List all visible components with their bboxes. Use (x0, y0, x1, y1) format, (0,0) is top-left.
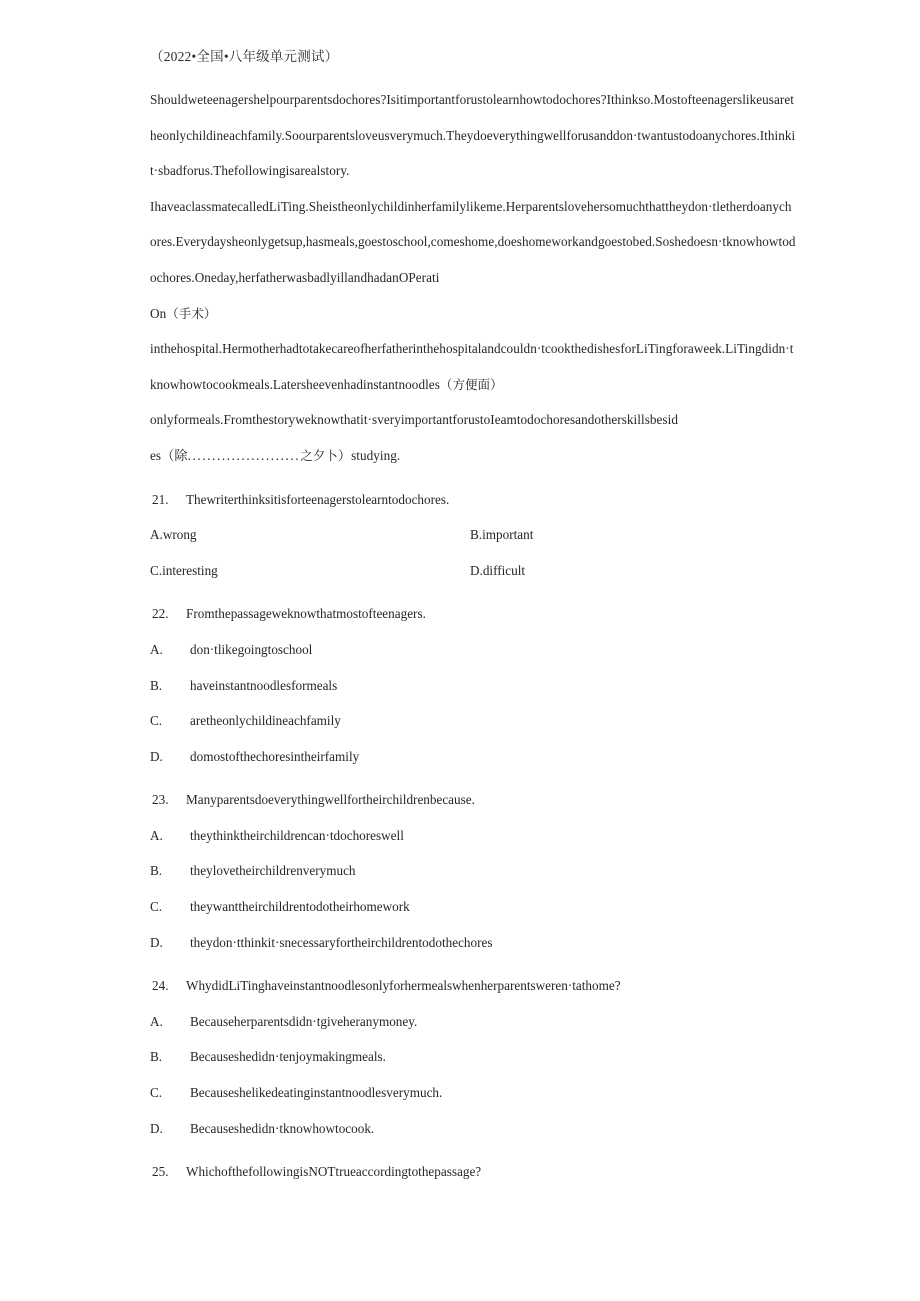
question-25-stem (150, 1154, 796, 1190)
question-21-stem (150, 482, 796, 518)
passage-operation-word: On (150, 305, 167, 321)
instant-noodles-chinese-gloss: （方便面） (439, 376, 503, 392)
question-23-option-c-letter: C. (150, 899, 163, 915)
question-21-option-a[interactable]: A.wrong (150, 527, 197, 543)
question-21-number: 21. (152, 491, 169, 507)
question-24-option-a-letter: A. (150, 1013, 163, 1029)
question-23-option-b-letter: B. (150, 863, 163, 879)
question-24-option-b-letter: B. (150, 1049, 163, 1065)
question-24-option-d-text: Becauseshedidn·tknowhowtocook. (190, 1120, 375, 1136)
question-24-option-a[interactable] (150, 1004, 796, 1040)
question-23-option-b[interactable] (150, 853, 796, 889)
question-23-option-d[interactable] (150, 925, 796, 961)
question-23-option-d-letter: D. (150, 934, 163, 950)
passage-paragraph-3 (150, 331, 796, 402)
question-24 (150, 968, 796, 1146)
question-22-option-d[interactable] (150, 739, 796, 775)
question-25-text: WhichofthefollowingisNOTtrueaccordingtothepassage? (186, 1164, 482, 1180)
question-22 (150, 596, 796, 774)
passage-paragraph-3-text: inthehospital.Hermotherhadtotakecareofherfatherinthehospitalandcouldn·tcookthedishesforLiTingforaweek.LiTingdidn·tknowhowtocookmeals.Latersheevenhadinstantnoodles (150, 341, 794, 392)
question-23 (150, 782, 796, 960)
question-21-option-row-1 (150, 517, 796, 553)
question-21 (150, 482, 796, 589)
question-22-option-a-letter: A. (150, 641, 163, 657)
question-22-option-c-letter: C. (150, 713, 163, 729)
question-24-option-b-text: Becauseshedidn·tenjoymakingmeals. (190, 1049, 386, 1065)
question-21-text: Thewriterthinksitisforteenagerstolearntodochores. (186, 491, 450, 507)
question-21-option-b[interactable]: B.important (470, 527, 534, 543)
question-24-text: WhydidLiTinghaveinstantnoodlesonlyforhermealswhenherparentsweren·tathome? (186, 978, 621, 994)
question-22-option-d-letter: D. (150, 748, 163, 764)
question-22-text: Fromthepassageweknowthatmostofteenagers. (186, 606, 426, 622)
question-22-options (150, 632, 796, 774)
question-21-option-c[interactable]: C.interesting (150, 562, 218, 578)
document-source-header: （2022•全国•八年级单元测试） (150, 49, 339, 64)
passage-operation-line (150, 296, 796, 332)
question-23-stem (150, 782, 796, 818)
reading-passage (150, 82, 796, 474)
question-23-option-d-text: theydon·tthinkit·snecessaryfortheirchildrentodothechores (190, 934, 493, 950)
question-24-options (150, 1004, 796, 1146)
question-22-number: 22. (152, 606, 169, 622)
question-25 (150, 1154, 796, 1190)
question-22-option-d-text: domostofthechoresintheirfamily (190, 748, 360, 764)
question-23-option-a-text: theythinktheirchildrencan·tdochoreswell (190, 827, 404, 843)
question-23-number: 23. (152, 792, 169, 808)
passage-paragraph-1: Shouldweteenagershelpourparentsdochores?Isitimportantforustolearnhowtodochores?Ithinkso.Mostofteenagerslikeusaretheonlychildineachfamily.Soourparentsloveusverymuch.Theydoeverythingwellforusanddon·twantustodoanychores.Ithinkit·sbadforus.Thefollowingisarealstory. (150, 92, 796, 179)
question-21-options (150, 517, 796, 588)
question-23-option-a[interactable] (150, 818, 796, 854)
question-24-number: 24. (152, 978, 169, 994)
question-22-option-a-text: don·tlikegoingtoschool (190, 641, 313, 657)
question-24-option-a-text: Becauseherparentsdidn·tgiveheranymoney. (190, 1013, 418, 1029)
question-25-number: 25. (152, 1164, 169, 1180)
question-23-option-c[interactable] (150, 889, 796, 925)
besides-suffix: ）studying. (337, 447, 401, 463)
question-24-option-c-text: Becauseshelikedeatinginstantnoodlesverymuch. (190, 1085, 443, 1101)
question-22-option-b-text: haveinstantnoodlesformeals (190, 677, 338, 693)
question-23-text: Manyparentsdoeverythingwellfortheirchildrenbecause. (186, 792, 475, 808)
question-22-option-c-text: aretheonlychildineachfamily (190, 713, 341, 729)
question-24-option-b[interactable] (150, 1039, 796, 1075)
document-content (150, 48, 796, 1190)
question-24-stem (150, 968, 796, 1004)
question-21-option-d[interactable]: D.difficult (470, 562, 526, 578)
question-22-option-b[interactable] (150, 668, 796, 704)
question-24-option-d-letter: D. (150, 1120, 163, 1136)
question-23-options (150, 818, 796, 960)
question-23-option-c-text: theywanttheirchildrentodotheirhomework (190, 899, 410, 915)
question-22-stem (150, 596, 796, 632)
question-24-option-c-letter: C. (150, 1085, 163, 1101)
besides-chinese-gloss: 之夕卜 (300, 447, 338, 463)
passage-paragraph-2: IhaveaclassmatecalledLiTing.Sheistheonlychildinherfamilylikeme.Herparentslovehersomuchthattheydon·tletherdoanychores.Everydaysheonlygetsup,hasmeals,goestoschool,comeshome,doeshomeworkandgoestobed.Soshedoesn·tknowhowtodochores.Oneday,herfatherwasbadlyillandhadanOPerati (150, 198, 796, 285)
question-22-option-a[interactable] (150, 632, 796, 668)
question-23-option-b-text: theylovetheirchildrenverymuch (190, 863, 356, 879)
question-21-option-row-2 (150, 553, 796, 589)
question-22-option-c[interactable] (150, 703, 796, 739)
passage-paragraph-4: onlyformeals.Fromthestoryweknowthatit·sveryimportantforustoIeamtodochoresandotherskillsbesid (150, 412, 678, 428)
question-24-option-d[interactable] (150, 1111, 796, 1147)
question-24-option-c[interactable] (150, 1075, 796, 1111)
passage-besides-line (150, 438, 796, 474)
question-22-option-b-letter: B. (150, 677, 163, 693)
operation-chinese-gloss: （手术） (166, 305, 217, 321)
besides-dot-leader: ....................... (187, 447, 301, 463)
besides-prefix: es（除 (150, 447, 188, 463)
question-23-option-a-letter: A. (150, 827, 163, 843)
